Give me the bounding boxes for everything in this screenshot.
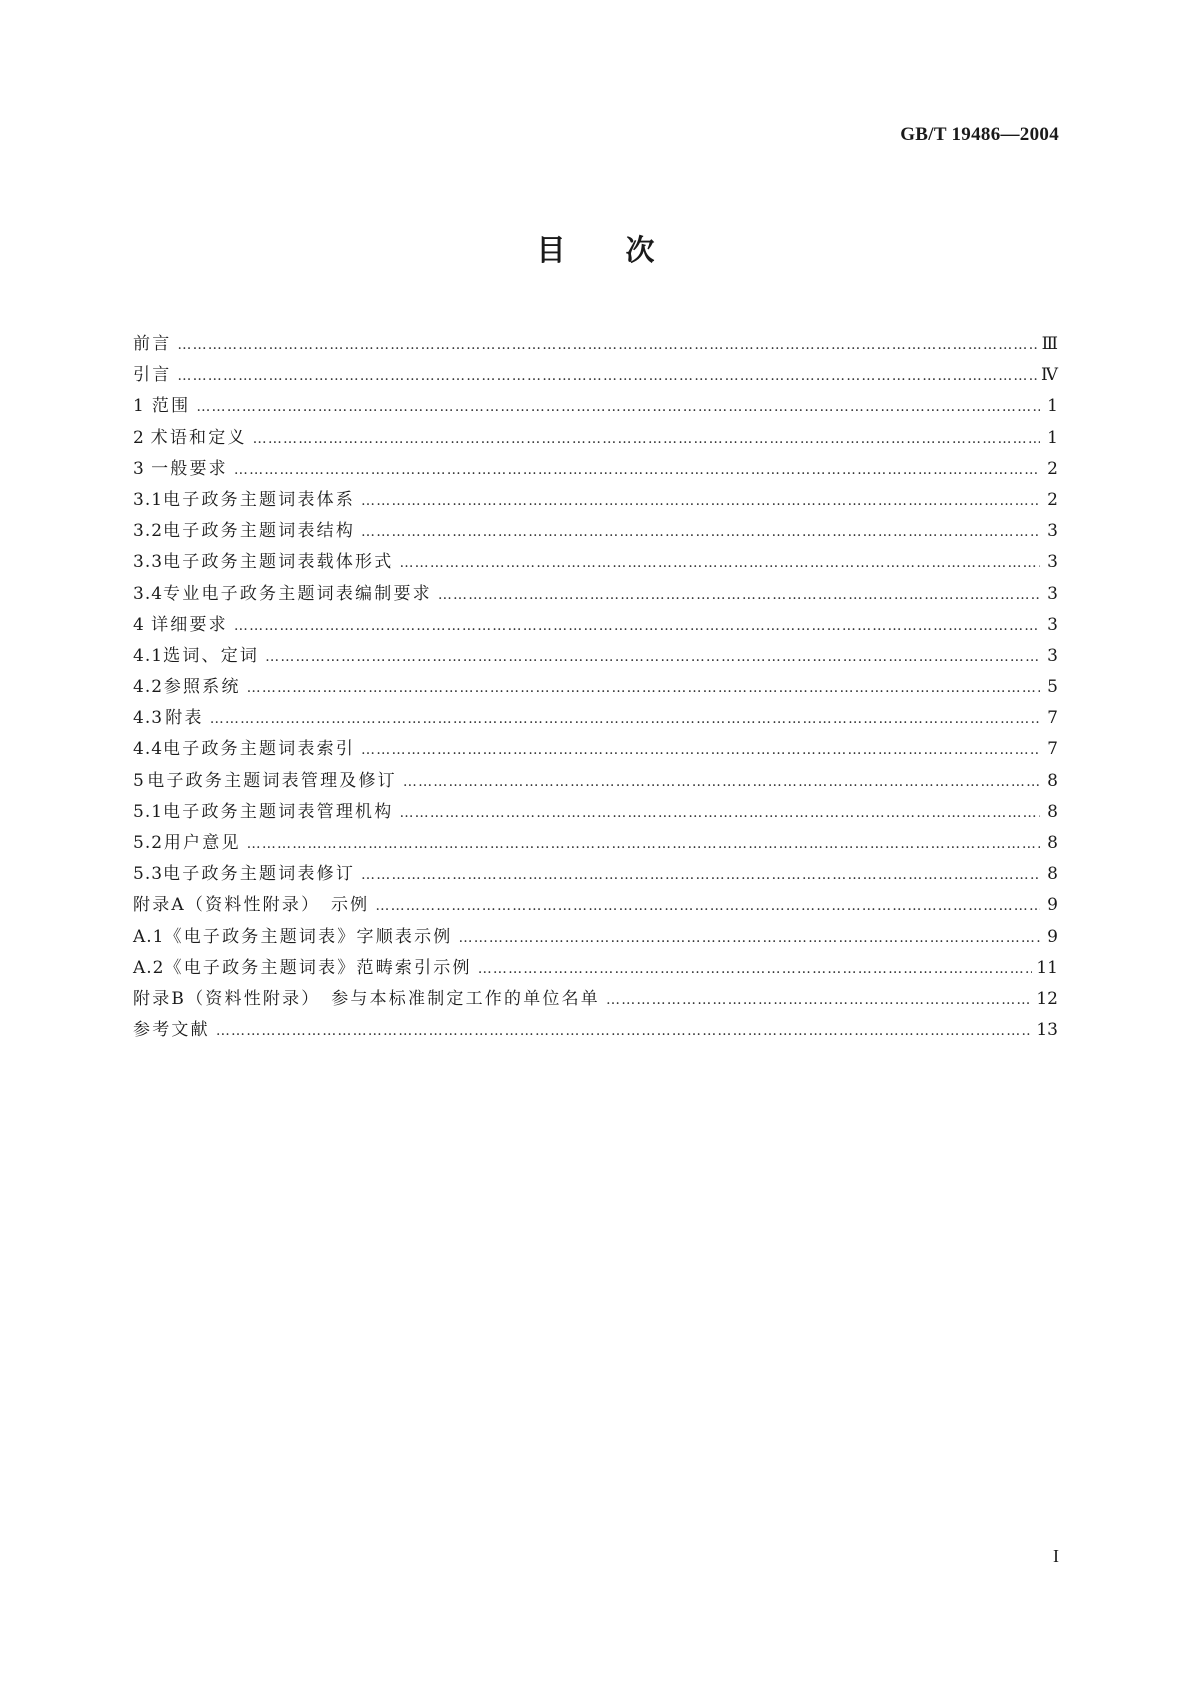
toc-entry-page: 3 xyxy=(1047,645,1058,666)
toc-entry-label: 电子政务主题词表索引 xyxy=(163,739,356,760)
toc-dot-leader xyxy=(399,798,1040,829)
toc-entry-label: 专业电子政务主题词表编制要求 xyxy=(163,583,432,604)
table-of-contents xyxy=(133,329,1058,1046)
toc-entry-number: 4.3 xyxy=(133,708,164,729)
toc-dot-leader xyxy=(606,985,1032,1016)
toc-entry-page: Ⅲ xyxy=(1041,334,1058,354)
toc-entry-page: 9 xyxy=(1047,926,1058,947)
toc-entry-4-1[interactable] xyxy=(133,641,1058,672)
toc-entry-number: 3.1 xyxy=(133,489,164,510)
toc-dot-leader xyxy=(399,548,1040,579)
toc-entry-label: 电子政务主题词表修订 xyxy=(163,864,356,885)
toc-entry-page: 8 xyxy=(1047,801,1058,822)
toc-entry-number: 4.2 xyxy=(133,677,164,698)
toc-entry-label: 《电子政务主题词表》字顺表示例 xyxy=(164,926,453,947)
toc-dot-leader xyxy=(247,829,1040,860)
toc-dot-leader xyxy=(361,735,1040,766)
toc-dot-leader xyxy=(177,361,1037,392)
page-title: 目次 xyxy=(536,233,715,267)
toc-dot-leader xyxy=(216,1016,1033,1047)
toc-entry-number: 3.4 xyxy=(133,583,164,604)
toc-entry-appendix-b[interactable] xyxy=(133,984,1058,1015)
toc-entry-label: 电子政务主题词表管理及修订 xyxy=(147,770,397,791)
toc-entry-3-4[interactable] xyxy=(133,579,1058,610)
toc-entry-number: 5.3 xyxy=(133,864,164,885)
toc-entry-label: 附录B（资料性附录） 参与本标准制定工作的单位名单 xyxy=(133,988,600,1009)
standard-code: GB/T 19486—2004 xyxy=(900,124,1059,145)
toc-entry-label: 电子政务主题词表载体形式 xyxy=(163,552,394,573)
toc-entry-references[interactable] xyxy=(133,1015,1058,1046)
toc-entry-page: 3 xyxy=(1047,552,1058,573)
toc-entry-number: A.2 xyxy=(133,957,165,978)
toc-entry-page: 2 xyxy=(1047,489,1058,510)
toc-entry-4-4[interactable] xyxy=(133,734,1058,765)
toc-entry-4-2[interactable] xyxy=(133,672,1058,703)
toc-entry-page: 2 xyxy=(1047,458,1058,479)
toc-entry-5[interactable] xyxy=(133,766,1058,797)
toc-dot-leader xyxy=(234,455,1040,486)
toc-entry-label: 电子政务主题词表体系 xyxy=(163,489,356,510)
toc-entry-label: 范围 xyxy=(151,396,191,417)
toc-entry-page: Ⅳ xyxy=(1041,365,1058,386)
toc-entry-label: 《电子政务主题词表》范畴索引示例 xyxy=(164,957,472,978)
toc-dot-leader xyxy=(234,611,1040,642)
toc-entry-label: 选词、定词 xyxy=(163,645,260,666)
toc-entry-page: 8 xyxy=(1047,770,1058,791)
toc-entry-page: 3 xyxy=(1047,521,1058,542)
toc-entry-label: 详细要求 xyxy=(151,614,228,635)
toc-entry-number: 4 xyxy=(133,614,145,635)
toc-dot-leader xyxy=(361,517,1040,548)
toc-entry-number: 4.4 xyxy=(133,739,164,760)
toc-entry-number: 2 xyxy=(133,427,145,448)
toc-dot-leader xyxy=(361,860,1040,891)
toc-entry-page: 3 xyxy=(1047,614,1058,635)
toc-entry-introduction[interactable] xyxy=(133,360,1058,391)
toc-entry-3-3[interactable] xyxy=(133,547,1058,578)
toc-dot-leader xyxy=(210,704,1040,735)
toc-entry-label: 电子政务主题词表管理机构 xyxy=(163,801,394,822)
toc-entry-page: 13 xyxy=(1036,1020,1058,1041)
toc-entry-page: 1 xyxy=(1047,396,1058,417)
toc-entry-page: 5 xyxy=(1047,677,1058,698)
toc-dot-leader xyxy=(177,330,1037,361)
page-folio: I xyxy=(1053,1546,1059,1566)
toc-entry-3[interactable] xyxy=(133,454,1058,485)
toc-entry-2[interactable] xyxy=(133,423,1058,454)
toc-dot-leader xyxy=(459,923,1041,954)
toc-entry-a-1[interactable] xyxy=(133,922,1058,953)
toc-entry-number: 3 xyxy=(133,458,145,479)
toc-entry-page: 3 xyxy=(1047,583,1058,604)
toc-entry-page: 1 xyxy=(1047,427,1058,448)
toc-entry-5-2[interactable] xyxy=(133,828,1058,859)
toc-dot-leader xyxy=(403,767,1040,798)
toc-entry-number: 5.2 xyxy=(133,833,164,853)
toc-dot-leader xyxy=(478,954,1033,985)
toc-entry-label: 一般要求 xyxy=(151,458,228,479)
toc-entry-5-3[interactable] xyxy=(133,859,1058,890)
toc-entry-number: 5.1 xyxy=(133,801,164,822)
toc-dot-leader xyxy=(265,642,1040,673)
toc-entry-label: 术语和定义 xyxy=(150,427,247,448)
toc-entry-foreword[interactable] xyxy=(133,329,1058,360)
toc-entry-label: 引言 xyxy=(133,365,172,386)
toc-entry-number: 4.1 xyxy=(133,645,164,666)
toc-entry-page: 7 xyxy=(1047,708,1058,729)
toc-entry-label: 用户意见 xyxy=(163,833,241,853)
toc-entry-label: 参照系统 xyxy=(163,677,241,698)
toc-entry-page: 7 xyxy=(1047,739,1058,760)
toc-entry-label: 参考文献 xyxy=(133,1020,210,1041)
toc-entry-label: 电子政务主题词表结构 xyxy=(163,521,356,542)
toc-dot-leader xyxy=(253,424,1040,455)
toc-entry-number: 3.2 xyxy=(133,521,164,542)
toc-entry-page: 11 xyxy=(1036,957,1058,978)
toc-dot-leader xyxy=(375,891,1040,922)
toc-entry-label: 前言 xyxy=(133,334,172,354)
toc-entry-5-1[interactable] xyxy=(133,797,1058,828)
toc-entry-3-1[interactable] xyxy=(133,485,1058,516)
toc-entry-page: 8 xyxy=(1047,833,1058,853)
toc-dot-leader xyxy=(196,392,1040,423)
toc-entry-page: 9 xyxy=(1047,895,1058,916)
toc-dot-leader xyxy=(247,673,1040,704)
toc-entry-appendix-a[interactable] xyxy=(133,890,1058,921)
toc-entry-number: A.1 xyxy=(133,926,165,947)
toc-entry-page: 8 xyxy=(1047,864,1058,885)
toc-entry-label: 附录A（资料性附录） 示例 xyxy=(133,895,370,916)
toc-entry-1[interactable] xyxy=(133,391,1058,422)
toc-entry-4-3[interactable] xyxy=(133,703,1058,734)
toc-entry-a-2[interactable] xyxy=(133,953,1058,984)
toc-dot-leader xyxy=(361,486,1040,517)
toc-entry-4[interactable] xyxy=(133,610,1058,641)
toc-dot-leader xyxy=(438,580,1040,611)
toc-entry-label: 附表 xyxy=(165,708,204,729)
toc-entry-3-2[interactable] xyxy=(133,516,1058,547)
toc-entry-number: 5 xyxy=(133,770,145,791)
toc-entry-number: 1 xyxy=(133,396,145,417)
toc-entry-number: 3.3 xyxy=(133,552,164,573)
toc-entry-page: 12 xyxy=(1036,988,1058,1009)
